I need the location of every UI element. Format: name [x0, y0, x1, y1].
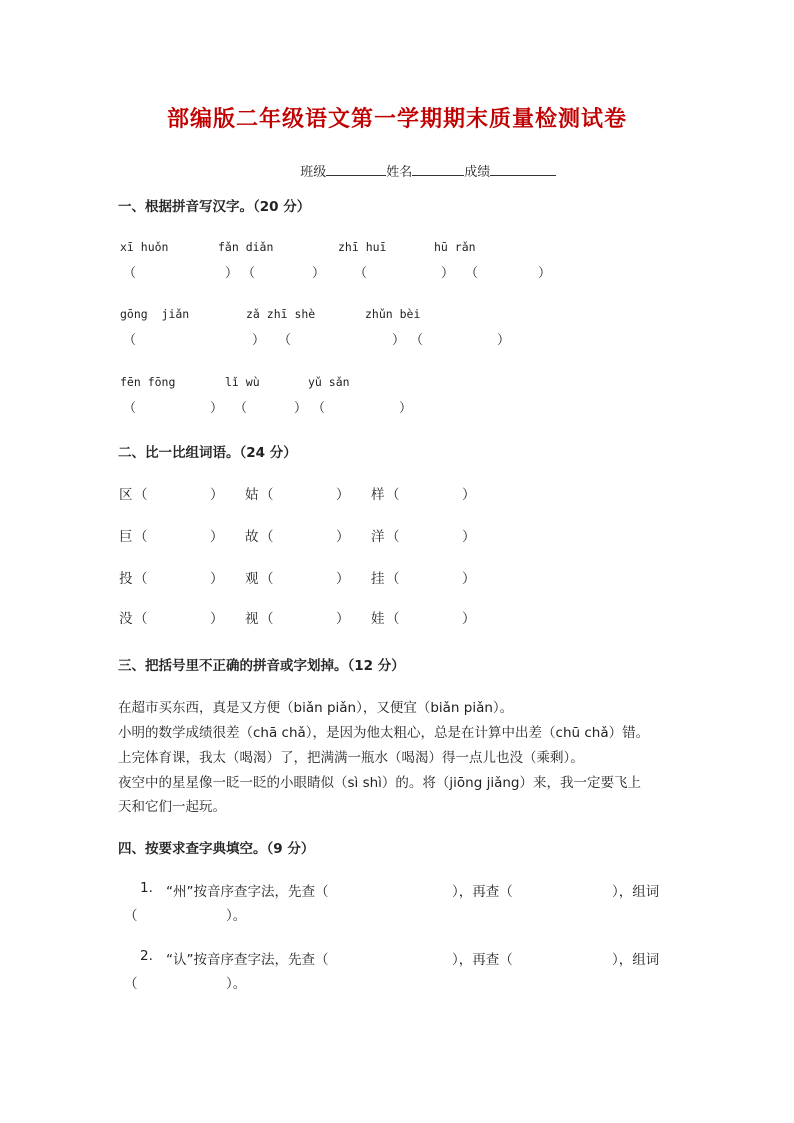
word-char: 观 [245, 571, 259, 587]
answer-paren-close: ） [210, 571, 224, 587]
answer-paren-open: （ [124, 908, 138, 924]
name-label: 姓名 [386, 165, 413, 180]
answer-paren-close: ） [210, 529, 224, 545]
word-char: 巨 [119, 529, 133, 545]
word-char: 故 [245, 529, 259, 545]
answer-paren-open: （ [242, 266, 256, 281]
pinyin-3-3: yǔ sǎn [308, 375, 350, 389]
question-number: 2. [140, 948, 153, 964]
answer-paren-open: （ [123, 333, 137, 348]
word-char: 姑 [245, 487, 259, 503]
sentence-line: 上完体育课，我太（喝渴）了，把满满一瓶水（喝渴）得一点儿也没（乘剩）。 [118, 750, 584, 766]
answer-paren-open: （ [386, 571, 400, 587]
answer-paren-open: （ [354, 266, 368, 281]
section-3-heading: 三、把括号里不正确的拼音或字划掉。（12 分） [118, 658, 405, 674]
sentence-line: 夜空中的星星像一眨一眨的小眼睛似（sì shì）的。将（jiōng jiǎng）来，我一定要飞上 [118, 775, 641, 791]
answer-paren-close: ） [336, 571, 350, 587]
answer-paren-close: ） [462, 529, 476, 545]
name-blank[interactable] [412, 163, 464, 176]
answer-paren-close: ） [225, 266, 239, 281]
word-char: 娃 [371, 611, 385, 627]
answer-paren-open: （ [386, 487, 400, 503]
answer-paren-open: （ [123, 266, 137, 281]
word-char: 样 [371, 487, 385, 503]
pinyin-3-2: lǐ wù [225, 375, 260, 389]
answer-paren-open: （ [312, 401, 326, 416]
answer-paren-close: ） [462, 571, 476, 587]
section-1-heading: 一、根据拼音写汉字。（20 分） [118, 199, 311, 215]
answer-paren-open: （ [134, 611, 148, 627]
class-label: 班级 [300, 165, 327, 180]
page-title: 部编版二年级语文第一学期期末质量检测试卷 [166, 106, 627, 132]
pinyin-3-1: fēn fōng [120, 375, 176, 389]
answer-paren-open: （ [124, 976, 138, 992]
question-text: “州”按音序查字法，先查（ [166, 884, 329, 900]
answer-paren-close: ） [210, 487, 224, 503]
answer-paren-open: （ [123, 401, 137, 416]
pinyin-2-2: zǎ zhī shè [246, 307, 316, 321]
answer-paren-close: ）。 [226, 908, 247, 924]
pinyin-1-4: hū rǎn [434, 240, 476, 254]
section-4-heading: 四、按要求查字典填空。（9 分） [118, 841, 315, 857]
sentence-line: 小明的数学成绩很差（chā chǎ），是因为他太粗心，总是在计算中出差（chū chǎ）错。 [118, 725, 650, 741]
answer-paren-close: ）。 [226, 976, 247, 992]
question-end: ），组词 [612, 952, 660, 968]
answer-paren-close: ） [399, 401, 413, 416]
answer-paren-close: ） [210, 611, 224, 627]
question-text: “认”按音序查字法，先查（ [166, 952, 329, 968]
word-char: 没 [119, 611, 133, 627]
answer-paren-close: ） [252, 333, 266, 348]
answer-paren-close: ） [336, 611, 350, 627]
answer-paren-close: ） [441, 266, 455, 281]
answer-paren-open: （ [260, 529, 274, 545]
answer-paren-open: （ [386, 611, 400, 627]
answer-paren-close: ） [312, 266, 326, 281]
answer-paren-close: ） [497, 333, 511, 348]
question-end: ），组词 [612, 884, 660, 900]
question-mid: ），再查（ [452, 884, 513, 900]
score-label: 成绩 [464, 165, 491, 180]
answer-paren-open: （ [134, 487, 148, 503]
answer-paren-open: （ [260, 487, 274, 503]
word-char: 投 [119, 571, 133, 587]
answer-paren-close: ） [336, 529, 350, 545]
answer-paren-open: （ [234, 401, 248, 416]
answer-paren-close: ） [294, 401, 308, 416]
sentence-line: 天和它们一起玩。 [118, 799, 226, 815]
question-mid: ），再查（ [452, 952, 513, 968]
question-number: 1. [140, 880, 153, 896]
pinyin-1-2: fǎn diǎn [218, 240, 274, 254]
section-2-heading: 二、比一比组词语。（24 分） [118, 445, 297, 461]
answer-paren-close: ） [210, 401, 224, 416]
student-info-line [292, 146, 556, 180]
answer-paren-open: （ [134, 529, 148, 545]
answer-paren-close: ） [538, 266, 552, 281]
pinyin-2-1: gōng jiǎn [120, 307, 190, 321]
answer-paren-open: （ [134, 571, 148, 587]
answer-paren-close: ） [392, 333, 406, 348]
word-char: 洋 [371, 529, 385, 545]
answer-paren-open: （ [260, 571, 274, 587]
answer-paren-open: （ [410, 333, 424, 348]
answer-paren-close: ） [462, 487, 476, 503]
score-blank[interactable] [490, 163, 556, 176]
word-char: 视 [245, 611, 259, 627]
pinyin-2-3: zhǔn bèi [365, 307, 421, 321]
answer-paren-close: ） [336, 487, 350, 503]
answer-paren-open: （ [278, 333, 292, 348]
answer-paren-open: （ [386, 529, 400, 545]
answer-paren-open: （ [260, 611, 274, 627]
pinyin-1-3: zhī huī [338, 240, 387, 254]
sentence-line: 在超市买东西，真是又方便（biǎn piǎn），又便宜（biǎn piǎn）。 [118, 700, 514, 716]
word-char: 挂 [371, 571, 385, 587]
word-char: 区 [119, 487, 133, 503]
answer-paren-open: （ [465, 266, 479, 281]
answer-paren-close: ） [462, 611, 476, 627]
class-blank[interactable] [326, 163, 386, 176]
pinyin-1-1: xī huǒn [120, 240, 169, 254]
